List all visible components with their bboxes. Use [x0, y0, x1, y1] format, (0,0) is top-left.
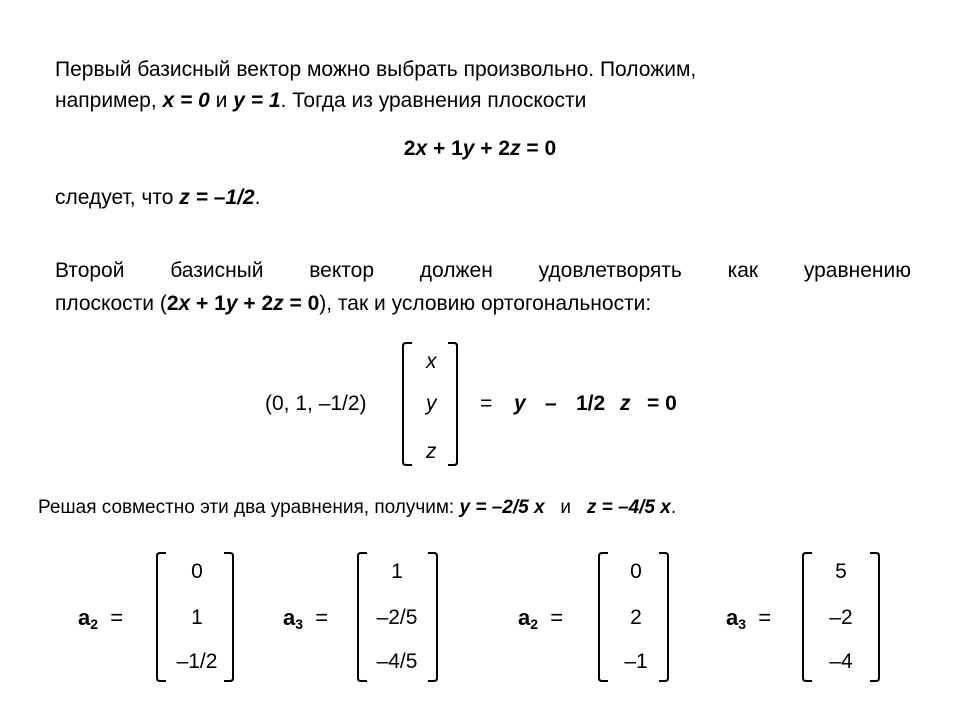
and-word: и: [560, 497, 572, 518]
solution-line: [38, 497, 676, 519]
equals-sign: =: [480, 392, 493, 415]
y-solution: y = –2/5: [459, 497, 529, 518]
text: ), так и условию ортогональности:: [319, 292, 652, 315]
paragraph-3-line-2: [55, 292, 651, 316]
x-equation: x = 0: [162, 89, 210, 112]
vector-3-right-bracket: [657, 552, 671, 682]
coef: + 1: [427, 137, 463, 160]
coef: 2: [403, 137, 416, 160]
left-bracket: [400, 342, 414, 466]
period: .: [670, 497, 677, 518]
rhs: = 0: [520, 137, 557, 160]
paragraph-3-line-1: Второй базисный вектор должен удовлетворять как уравнению: [55, 259, 911, 282]
minus-sign: –: [545, 392, 557, 415]
paragraph-1-line-1: Первый базисный вектор можно выбрать произвольно. Положим,: [55, 58, 697, 81]
x-variable: x: [533, 497, 545, 518]
text: например,: [55, 89, 163, 112]
vector-3-label: $a_2$ =: [518, 605, 564, 632]
right-bracket: [446, 342, 460, 466]
vector-4-value: –2: [829, 606, 853, 629]
vector-1-value: 0: [191, 560, 203, 583]
vector-2-value: –4/5: [376, 650, 418, 673]
vector-2-right-bracket: [426, 552, 440, 682]
var-x: x: [415, 137, 428, 160]
vector-3-value: 2: [630, 606, 642, 629]
text: Решая совместно эти два уравнения, получим:: [38, 497, 460, 518]
row-vector: (0, 1, –1/2): [265, 392, 367, 415]
column-z: z: [426, 440, 437, 463]
coef: + 2: [474, 137, 511, 160]
vector-2-value: –2/5: [376, 606, 418, 629]
inline-equation: 2x + 1y + 2z = 0: [166, 292, 320, 315]
y-equation: y = 1: [233, 89, 281, 112]
vector-4-value: –4: [829, 650, 853, 673]
vector-3-value: 0: [630, 560, 642, 583]
var-z: z: [510, 137, 521, 160]
paragraph-1-line-2: [55, 89, 586, 113]
column-y: y: [426, 392, 437, 415]
z-equation: z = –1/2: [179, 186, 255, 209]
vector-1-value: –1/2: [176, 650, 218, 673]
vector-4-value: 5: [835, 560, 847, 583]
plane-equation: [0, 137, 960, 161]
text: .: [254, 186, 261, 209]
text: плоскости (: [55, 292, 167, 315]
vector-1-value: 1: [191, 606, 203, 629]
vector-4-label: $a_3$ =: [726, 605, 772, 632]
var-y: y: [462, 137, 475, 160]
vector-2-value: 1: [391, 560, 403, 583]
vector-1-label: $a_2$ =: [78, 605, 124, 632]
vector-4-right-bracket: [868, 552, 882, 682]
vector-2-label: $a_3$ =: [283, 605, 329, 632]
vector-3-value: –1: [624, 650, 648, 673]
text: и: [209, 89, 234, 112]
z-solution: z = –4/5: [586, 497, 655, 518]
coefficient: 1/2: [576, 392, 606, 415]
text: следует, что: [55, 186, 180, 209]
z-variable: z: [620, 392, 631, 415]
rhs: = 0: [647, 392, 677, 415]
paragraph-2: [55, 186, 260, 210]
column-x: x: [426, 350, 437, 373]
vector-1-right-bracket: [222, 552, 236, 682]
y-variable: y: [514, 392, 526, 415]
text: . Тогда из уравнения плоскости: [280, 89, 587, 112]
x-variable: x: [660, 497, 671, 518]
vector-1-left-bracket: [154, 552, 168, 682]
